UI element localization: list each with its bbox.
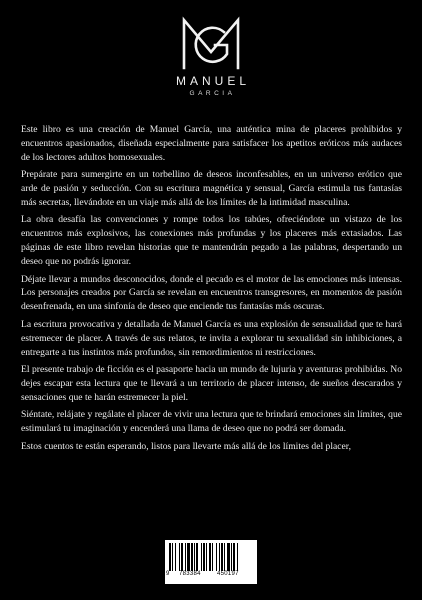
barcode (165, 540, 257, 584)
barcode-left-group: 783384 (179, 571, 201, 577)
paragraph: Este libro es una creación de Manuel García, una auténtica mina de placeres prohibidos y encuentros apasionados, diseñada especialmente para satisfacer los apetitos eróticos más audaces de los lectores adultos homosexuales. (21, 124, 402, 163)
barcode-first-digit: 9 (166, 571, 170, 577)
brand-logo (0, 14, 422, 97)
paragraph: Déjate llevar a mundos desconocidos, donde el pecado es el motor de las emociones más intensas. Los personajes creados por García se revelan en encuentros transgresores, en momentos de pasión desenfrenada, en una sinfonía de deseo que enciende tus fantasías más oscuras. (21, 273, 402, 313)
paragraph: La obra desafía las convenciones y rompe todos los tabúes, ofreciéndote un vistazo de los encuentros más explosivos, las conexiones más profundas y los placeres más extasiados. Las páginas de este libro revelan historias que te mantendrán pegado a las palabras, despertando un deseo que no podrás ignorar. (21, 214, 402, 268)
paragraph: Siéntate, relájate y regálate el placer de vivir una lectura que te brindará emociones sin límites, que estimulará tu imaginación y encenderá una llama de deseo que no podrá ser domada. (21, 409, 402, 435)
brand-surname: GARCIA (189, 90, 236, 97)
mg-monogram-icon (180, 14, 242, 70)
back-cover-text (21, 123, 402, 457)
paragraph: Estos cuentos te están esperando, listos para llevarte más allá de los límites del placer, (21, 440, 351, 452)
barcode-bars-icon (169, 543, 253, 573)
brand-name: MANUEL (175, 74, 250, 88)
barcode-right-group: 450197 (217, 571, 239, 577)
paragraph: El presente trabajo de ficción es el pasaporte hacia un mundo de lujuria y aventuras prohibidas. No dejes escapar esta lectura que te llevará a un territorio de placer intenso, de sueños descarados y sensaciones que te harán estremecer la piel. (21, 364, 402, 403)
paragraph: La escritura provocativa y detallada de Manuel García es una explosión de sensualidad que te hará estremecer de placer. A través de sus relatos, te invita a explorar tu sexualidad sin inhibiciones, a entregarte a tus instintos más profundos, sin remordimientos ni restricciones. (21, 318, 402, 358)
paragraph: Prepárate para sumergirte en un torbellino de deseos inconfesables, en un universo erótico que arde de pasión y seducción. Con su escritura magnética y sensual, García estimula tus fantasías más secretas, llevándote en un viaje más allá de los límites de la intimidad masculina. (21, 169, 402, 209)
